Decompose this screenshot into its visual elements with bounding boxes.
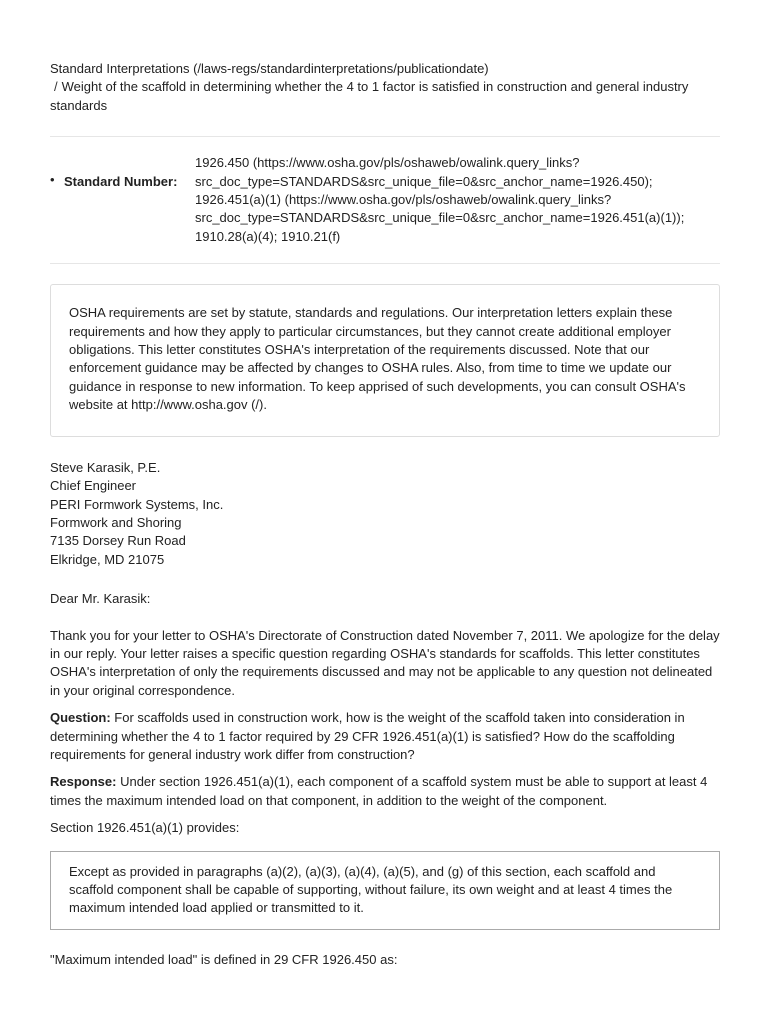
definition-intro: "Maximum intended load" is defined in 29 CFR 1926.450 as: bbox=[50, 951, 398, 967]
breadcrumb-separator: / bbox=[54, 79, 58, 95]
address-line: Formwork and Shoring bbox=[50, 514, 182, 530]
response-paragraph bbox=[50, 773, 720, 810]
standard-number-row bbox=[50, 137, 720, 263]
address-line: Elkridge, MD 21075 bbox=[50, 551, 165, 567]
standard-link-line[interactable]: src_doc_type=STANDARDS&src_unique_file=0&src_anchor_name=1926.450); bbox=[195, 173, 653, 189]
disclaimer-notice bbox=[50, 284, 720, 436]
intro-paragraph: Thank you for your letter to OSHA's Directorate of Construction dated November 7, 2011. We apologize for the delay in our reply. Your letter raises a specific question regarding OSHA's standards for scaffolds. This letter constitutes OSHA's interpretation of only the requirements discussed and may not be applicable to any question not delineated in your original correspondence. bbox=[50, 627, 720, 698]
address-line: 7135 Dorsey Run Road bbox=[50, 533, 186, 549]
standard-link-line[interactable]: 1926.451(a)(1) (https://www.osha.gov/pls/oshaweb/owalink.query_links? bbox=[195, 192, 612, 208]
question-paragraph bbox=[50, 709, 720, 764]
address-line: PERI Formwork Systems, Inc. bbox=[50, 496, 224, 512]
provides-paragraph: Section 1926.451(a)(1) provides: bbox=[50, 820, 240, 836]
recipient-address bbox=[50, 459, 720, 569]
question-label: Question: bbox=[50, 710, 111, 726]
address-line: Steve Karasik, P.E. bbox=[50, 459, 161, 475]
disclaimer-text: OSHA requirements are set by statute, standards and regulations. Our interpretation letters explain these requirements and how they apply to particular circumstances, but they cannot create additional employer obligations. This letter constitutes OSHA's interpretation of the requirements discussed. Note that our enforcement guidance may be affected by changes to OSHA rules. Also, from time to time we update our guidance in response to new information. To keep apprised of such developments, you can consult OSHA's website at bbox=[69, 305, 686, 413]
breadcrumb-current: Weight of the scaffold in determining whether the 4 to 1 factor is satisfied in construction and general industry standards bbox=[50, 79, 689, 113]
salutation: Dear Mr. Karasik: bbox=[50, 591, 151, 607]
standard-link-line[interactable]: src_doc_type=STANDARDS&src_unique_file=0&src_anchor_name=1926.451(a)(1)); bbox=[195, 210, 685, 226]
address-line: Chief Engineer bbox=[50, 478, 136, 494]
main-content bbox=[50, 60, 720, 969]
divider bbox=[50, 263, 720, 264]
bullet-icon: • bbox=[50, 172, 55, 188]
response-text: Under section 1926.451(a)(1), each component of a scaffold system must be able to support at least 4 times the maximum intended load on that component, in addition to the weight of the component. bbox=[50, 774, 708, 808]
question-text: For scaffolds used in construction work, how is the weight of the scaffold taken into consideration in determining whether the 4 to 1 factor required by 29 CFR 1926.451(a)(1) is satisfied? How do the scaffolding requirements for general industry work differ from construction? bbox=[50, 710, 685, 762]
standard-link-line[interactable]: 1926.450 (https://www.osha.gov/pls/oshaweb/owalink.query_links? bbox=[195, 155, 580, 171]
breadcrumb-link-standard-interpretations[interactable]: Standard Interpretations (/laws-regs/standardinterpretations/publicationdate) bbox=[50, 61, 489, 76]
standard-number-label: Standard Number: bbox=[64, 174, 178, 190]
response-label: Response: bbox=[50, 774, 117, 790]
breadcrumb bbox=[50, 60, 720, 115]
osha-website-link[interactable]: http://www.osha.gov (/). bbox=[131, 397, 267, 413]
standard-number-links bbox=[195, 154, 720, 246]
regulation-quote: Except as provided in paragraphs (a)(2), (a)(3), (a)(4), (a)(5), and (g) of this section, each scaffold and scaffold component shall be capable of supporting, without failure, its own weight and at least 4 times the maximum intended load applied or transmitted to it. bbox=[50, 851, 720, 930]
standard-number-text: 1910.28(a)(4); 1910.21(f) bbox=[195, 228, 341, 244]
